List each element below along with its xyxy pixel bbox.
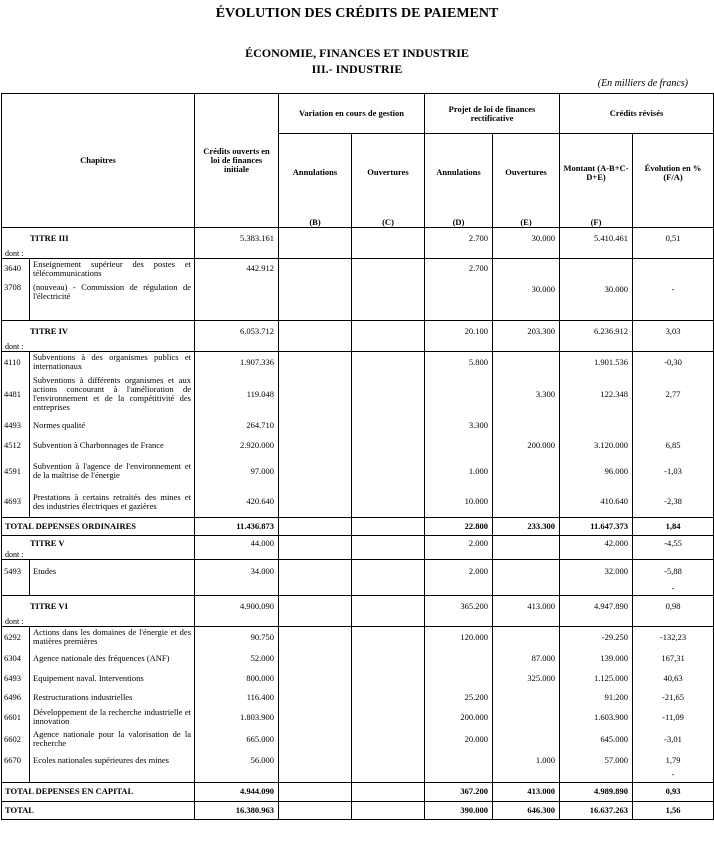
header-ouvertures-c: Ouvertures (352, 134, 425, 212)
section-title: III.- INDUSTRIE (311, 62, 403, 76)
table-row: 6602 Agence nationale pour la valorisation de la recherche 665.000 20.000 645.000 -3,01 (2, 728, 714, 750)
table-row: TITRE IV 6.053.712 20.100 203.300 6.236.912 3,03 (2, 321, 714, 343)
table-row: 6292 Actions dans les domaines de l'énergie et des matières premières 90.750 120.000 -29.250 -132,23 (2, 626, 714, 648)
header-credits-revises: Crédits révisés (560, 94, 714, 134)
col-label-e: (E) (493, 212, 560, 228)
header-montant: Montant (A-B+C-D+E) (560, 134, 633, 212)
grand-total-row: TOTAL 16.380.963 390.000 646.300 16.637.263 1,56 (2, 801, 714, 819)
total-row: TOTAL DEPENSES EN CAPITAL 4.944.090 367.200 413.000 4.989.890 0,93 (2, 782, 714, 801)
table-row: 6493 Equipement naval. Interventions 800.000 325.000 1.125.000 40,63 (2, 668, 714, 688)
col-label-c: (C) (352, 212, 425, 228)
table-row: 6304 Agence nationale des fréquences (ANF) 52.000 87.000 139.000 167,31 (2, 648, 714, 668)
header-evolution: Évolution en % (F/A) (633, 134, 714, 212)
table-row: 4591 Subvention à l'agence de l'environnement et de la maîtrise de l'énergie 97.000 1.000 96.000 -1,03 (2, 455, 714, 487)
table-row: 4481 Subventions à différents organismes et aux actions concourant à l'amélioration de l'environnement et de la compétitivité des entreprises 119.048 3.300 122.348 2,77 (2, 373, 714, 415)
table-row: 4693 Prestations à certains retraités des mines et des industries électriques et gazières 420.640 10.000 410.640 -2,38 (2, 487, 714, 517)
table-row: 6670 Ecoles nationales supérieures des mines 56.000 1.000 57.000 1,79 (2, 750, 714, 770)
col-label-d: (D) (425, 212, 493, 228)
header-ouvertures-e: Ouvertures (493, 134, 560, 212)
table-row: TITRE VI 4.900.090 365.200 413.000 4.947.890 0,98 (2, 596, 714, 618)
header-annulations-b: Annulations (279, 134, 352, 212)
header-credits-ouverts: Crédits ouverts en loi de finances initiale (195, 94, 279, 228)
col-label-b: (B) (279, 212, 352, 228)
table-row: TITRE III 5.383.161 2.700 30.000 5.410.461 0,51 (2, 228, 714, 250)
table-row: 4110 Subventions à des organismes publics et internationaux 1.907.336 5.800 1.901.536 -0,30 (2, 351, 714, 373)
header-annulations-d: Annulations (425, 134, 493, 212)
page-title: ÉVOLUTION DES CRÉDITS DE PAIEMENT (215, 6, 499, 21)
table-row: 4512 Subvention à Charbonnages de France 2.920.000 200.000 3.120.000 6,85 (2, 435, 714, 455)
table-row: 3708 (nouveau) - Commission de régulation de l'électricité 30.000 30.000 - (2, 279, 714, 321)
unit-note: (En milliers de francs) (597, 78, 688, 89)
table-row: TITRE V 44.000 2.000 42.000 -4,55 (2, 535, 714, 551)
table-row: 4493 Normes qualité 264.710 3.300 (2, 415, 714, 435)
header-projet: Projet de loi de finances rectificative (425, 94, 560, 134)
table-row: 6601 Développement de la recherche industrielle et innovation 1.803.900 200.000 1.603.900 -11,09 (2, 706, 714, 728)
table-row: 3640 Enseignement supérieur des postes et télécommunications 442.912 2.700 (2, 259, 714, 279)
ministry-title: ÉCONOMIE, FINANCES ET INDUSTRIE (245, 46, 469, 60)
header-variation: Variation en cours de gestion (279, 94, 425, 134)
col-label-f: (F) (560, 212, 633, 228)
table-row: 5493 Etudes 34.000 2.000 32.000 -5,88 (2, 560, 714, 584)
header-chapitres: Chapitres (2, 94, 195, 228)
total-row: TOTAL DEPENSES ORDINAIRES 11.436.873 22.800 233.300 11.647.373 1,84 (2, 517, 714, 535)
credits-table: Chapitres Crédits ouverts en loi de finances initiale Variation en cours de gestion Projet de loi de finances rectificative Crédits révisés Annulations Ouvertures Annulations Ouvertures Montant (A-B+C-D+E) Évolution en % (F/A) (B) (C) (D) (E) (F) TITRE III 5.383.161 2.700 30.000 5.410.461 0,51 dont : 3640 Enseignement supérieur des postes et télécommunications 442.912 2.700 3708 (nouveau) - Commission de régulation de l'électricité 30.000 30.000 - TITRE IV 6.053.712 20.100 203.300 6.236.912 3,03 dont : 4110 Subventions à des organismes publics et internationaux 1.907.336 5.800 1.901.536 -0,30 4481 Subventions à différents organismes et aux actions concourant à l'amélioration de l'environnement et de la compétitivité des entreprises 119.048 3.300 122.348 2,77 4493 Normes qualité 264.710 3.300 4512 Subvention à Charbonnages de France 2.920.000 200.000 3.120.000 6,85 4591 Subvention à l'agence de l'environnement et de la maîtrise de l'énergie 97.000 1.000 96.000 -1,03 4693 Prestations à certains retraités des mines et des industries électriques et gazières 420.640 10.000 410.640 -2,38 TOTAL DEPENSES ORDINAIRES 11.436.873 22.800 233.300 11.647.373 1,84 TITRE V 44.000 2.000 42.000 -4,55 dont : 5493 Etudes 34.000 2.000 32.000 -5,88 - TITRE VI 4.900.090 365.200 413.000 4.947.890 0,98 dont : 6292 Actions dans les domaines de l'énergie et des matières premières 90.750 120.000 -29.250 -132,23 6304 Agence nationale des fréquences (ANF) 52.000 87.000 139.000 167,31 6493 Equipement naval. Interventions 800.000 325.000 1.125.000 40,63 6496 Restructurations industrielles 116.400 25.200 91.200 -21,65 6601 Développement de la recherche industrielle et innovation 1.803.900 200.000 1.603.900 -11,09 6602 Agence nationale pour la valorisation de la recherche 665.000 20.000 645.000 -3,01 6670 Ecoles nationales supérieures des mines 56.000 1.000 57.000 1,79 - TOTAL DEPENSES EN CAPITAL 4.944.090 367.200 413.000 4.989.890 0,93 TOTAL 16.380.963 390.000 646.300 16.637.263 1,56 (1, 93, 714, 820)
table-row: 6496 Restructurations industrielles 116.400 25.200 91.200 -21,65 (2, 688, 714, 706)
